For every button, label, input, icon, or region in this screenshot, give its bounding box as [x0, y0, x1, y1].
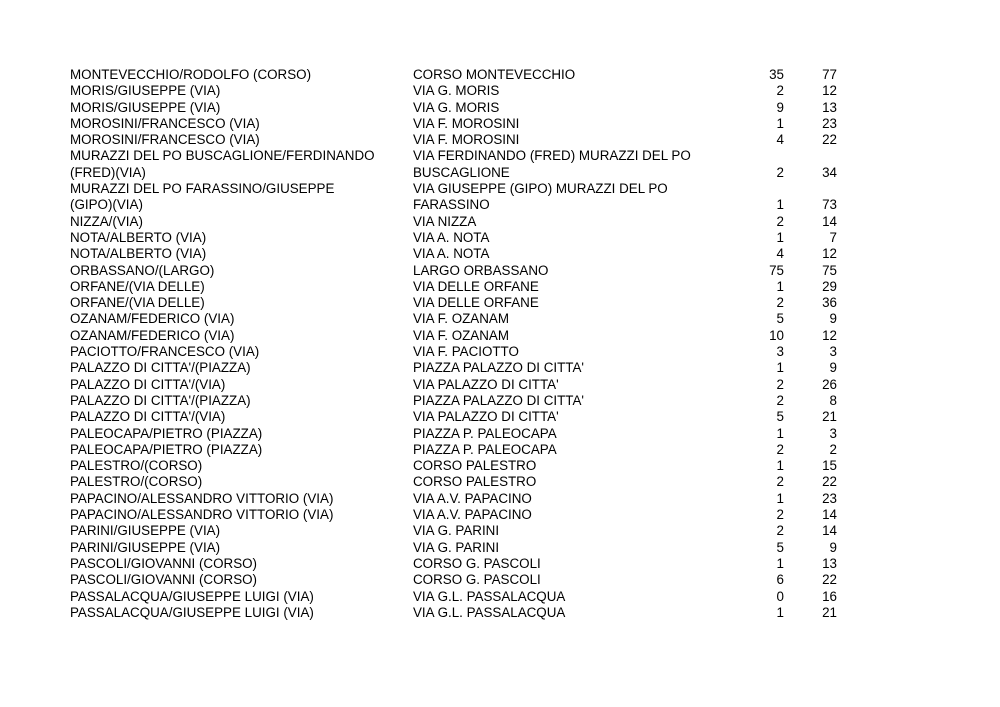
number-from-cell: 5 [776, 409, 784, 425]
table-row [70, 393, 837, 409]
table-row [70, 246, 837, 262]
number-to-cell: 14 [822, 213, 837, 229]
number-to-cell: 77 [822, 67, 837, 82]
number-from-cell: 2 [776, 376, 784, 392]
number-from-cell: 4 [776, 246, 784, 262]
street-name-cell: CORSO MONTEVECCHIO [413, 67, 576, 82]
number-from-cell: 1 [776, 115, 784, 131]
number-from-cell: 1 [776, 555, 784, 571]
table-row [70, 148, 837, 164]
number-to-cell: 22 [822, 474, 837, 490]
street-name-cell: VIA G.L. PASSALACQUA [413, 604, 566, 620]
official-name-cell: MORIS/GIUSEPPE (VIA) [70, 99, 221, 115]
table-row [70, 589, 837, 605]
number-from-cell: 1 [776, 604, 784, 620]
official-name-cell: MORIS/GIUSEPPE (VIA) [70, 83, 221, 99]
street-number-table [70, 67, 837, 621]
official-name-cell: PAPACINO/ALESSANDRO VITTORIO (VIA) [70, 490, 334, 506]
street-name-cell: VIA F. PACIOTTO [413, 344, 519, 360]
street-name-cell: CORSO PALESTRO [413, 474, 537, 490]
official-name-cell: (FRED)(VIA) [70, 164, 146, 180]
table-row [70, 116, 837, 132]
table-row [70, 540, 837, 556]
table-row [70, 83, 837, 99]
official-name-cell: MURAZZI DEL PO FARASSINO/GIUSEPPE [70, 181, 335, 197]
table-body [70, 67, 837, 621]
number-from-cell: 1 [776, 360, 784, 376]
number-from-cell: 35 [769, 67, 784, 82]
number-from-cell: 1 [776, 197, 784, 213]
official-name-cell: NIZZA/(VIA) [70, 213, 143, 229]
street-name-cell: VIA G.L. PASSALACQUA [413, 588, 566, 604]
table-row [70, 67, 837, 83]
number-to-cell: 14 [822, 523, 837, 539]
number-from-cell: 2 [776, 392, 784, 408]
official-name-cell: ORBASSANO/(LARGO) [70, 262, 215, 278]
table-row [70, 230, 837, 246]
street-name-cell: VIA NIZZA [413, 213, 477, 229]
table-row [70, 523, 837, 539]
street-name-cell: VIA F. OZANAM [413, 327, 509, 343]
official-name-cell: PALAZZO DI CITTA'/(VIA) [70, 409, 226, 425]
table-row [70, 165, 837, 181]
number-to-cell: 9 [829, 360, 837, 376]
number-to-cell: 36 [822, 295, 837, 311]
number-to-cell: 12 [822, 246, 837, 262]
official-name-cell: PALESTRO/(CORSO) [70, 474, 203, 490]
street-name-cell: VIA PALAZZO DI CITTA' [413, 376, 559, 392]
table-row [70, 132, 837, 148]
number-from-cell: 3 [776, 344, 784, 360]
number-to-cell: 8 [829, 392, 837, 408]
official-name-cell: MONTEVECCHIO/RODOLFO (CORSO) [70, 67, 312, 82]
table-row [70, 311, 837, 327]
number-from-cell: 2 [776, 83, 784, 99]
street-name-cell: VIA FERDINANDO (FRED) MURAZZI DEL PO [413, 148, 691, 164]
number-to-cell: 73 [822, 197, 837, 213]
number-to-cell: 15 [822, 458, 837, 474]
official-name-cell: MOROSINI/FRANCESCO (VIA) [70, 115, 260, 131]
number-to-cell: 22 [822, 572, 837, 588]
street-name-cell: CORSO G. PASCOLI [413, 572, 541, 588]
official-name-cell: PARINI/GIUSEPPE (VIA) [70, 539, 221, 555]
table-row [70, 100, 837, 116]
number-from-cell: 9 [776, 99, 784, 115]
number-to-cell: 13 [822, 555, 837, 571]
official-name-cell: PALAZZO DI CITTA'/(PIAZZA) [70, 360, 251, 376]
street-name-cell: VIA A. NOTA [413, 229, 490, 245]
number-from-cell: 1 [776, 425, 784, 441]
number-to-cell: 3 [829, 344, 837, 360]
street-name-cell: PIAZZA P. PALEOCAPA [413, 425, 557, 441]
number-from-cell: 1 [776, 278, 784, 294]
official-name-cell: PALAZZO DI CITTA'/(PIAZZA) [70, 392, 251, 408]
number-to-cell [784, 148, 837, 164]
official-name-cell: MOROSINI/FRANCESCO (VIA) [70, 132, 260, 148]
number-to-cell: 12 [822, 83, 837, 99]
table-row [70, 181, 837, 197]
table-row [70, 328, 837, 344]
street-name-cell: PIAZZA P. PALEOCAPA [413, 441, 557, 457]
table-row [70, 344, 837, 360]
table-row [70, 409, 837, 425]
number-to-cell: 21 [822, 409, 837, 425]
street-name-cell: VIA PALAZZO DI CITTA' [413, 409, 559, 425]
table-row [70, 426, 837, 442]
official-name-cell: PASCOLI/GIOVANNI (CORSO) [70, 572, 257, 588]
table-row [70, 279, 837, 295]
number-from-cell: 5 [776, 539, 784, 555]
number-from-cell [733, 148, 784, 164]
official-name-cell: MURAZZI DEL PO BUSCAGLIONE/FERDINANDO [70, 148, 375, 164]
official-name-cell: PASSALACQUA/GIUSEPPE LUIGI (VIA) [70, 604, 314, 620]
street-name-cell: PIAZZA PALAZZO DI CITTA' [413, 360, 584, 376]
number-to-cell: 16 [822, 588, 837, 604]
street-name-cell: CORSO PALESTRO [413, 458, 537, 474]
table-row [70, 605, 837, 621]
number-from-cell [733, 181, 784, 197]
official-name-cell: ORFANE/(VIA DELLE) [70, 295, 205, 311]
street-name-cell: VIA G. MORIS [413, 99, 500, 115]
street-name-cell: PIAZZA PALAZZO DI CITTA' [413, 392, 584, 408]
number-from-cell: 5 [776, 311, 784, 327]
street-name-cell: VIA G. PARINI [413, 523, 500, 539]
street-name-cell: VIA A.V. PAPACINO [413, 507, 532, 523]
official-name-cell: ORFANE/(VIA DELLE) [70, 278, 205, 294]
street-name-cell: VIA F. OZANAM [413, 311, 509, 327]
table-row [70, 442, 837, 458]
official-name-cell: PALAZZO DI CITTA'/(VIA) [70, 376, 226, 392]
number-to-cell: 29 [822, 278, 837, 294]
official-name-cell: PASSALACQUA/GIUSEPPE LUIGI (VIA) [70, 588, 314, 604]
table-row [70, 458, 837, 474]
number-from-cell: 6 [776, 572, 784, 588]
street-name-cell: VIA F. MOROSINI [413, 115, 520, 131]
number-from-cell: 2 [776, 213, 784, 229]
official-name-cell: PASCOLI/GIOVANNI (CORSO) [70, 555, 257, 571]
official-name-cell: PALEOCAPA/PIETRO (PIAZZA) [70, 441, 263, 457]
table-row [70, 197, 837, 213]
table-row [70, 263, 837, 279]
table-row [70, 491, 837, 507]
street-name-cell: VIA A.V. PAPACINO [413, 490, 532, 506]
table-row [70, 360, 837, 376]
number-to-cell: 13 [822, 99, 837, 115]
street-name-cell: CORSO G. PASCOLI [413, 555, 541, 571]
number-to-cell: 22 [822, 132, 837, 148]
table-row [70, 507, 837, 523]
number-from-cell: 0 [776, 588, 784, 604]
number-to-cell: 75 [822, 262, 837, 278]
number-from-cell: 1 [776, 458, 784, 474]
official-name-cell: PALESTRO/(CORSO) [70, 458, 203, 474]
street-name-cell: VIA DELLE ORFANE [413, 278, 539, 294]
number-from-cell: 2 [776, 507, 784, 523]
table-row [70, 572, 837, 588]
table-row [70, 556, 837, 572]
number-from-cell: 1 [776, 229, 784, 245]
number-from-cell: 2 [776, 164, 784, 180]
table-row [70, 214, 837, 230]
number-from-cell: 2 [776, 441, 784, 457]
official-name-cell: (GIPO)(VIA) [70, 197, 143, 213]
official-name-cell: NOTA/ALBERTO (VIA) [70, 229, 207, 245]
street-name-cell: VIA A. NOTA [413, 246, 490, 262]
number-to-cell: 3 [829, 425, 837, 441]
table-row [70, 474, 837, 490]
official-name-cell: PACIOTTO/FRANCESCO (VIA) [70, 344, 260, 360]
number-from-cell: 4 [776, 132, 784, 148]
street-name-cell: VIA G. MORIS [413, 83, 500, 99]
number-to-cell: 23 [822, 490, 837, 506]
number-from-cell: 75 [769, 262, 784, 278]
number-to-cell: 14 [822, 507, 837, 523]
street-name-cell: VIA GIUSEPPE (GIPO) MURAZZI DEL PO [413, 181, 668, 197]
number-to-cell [784, 181, 837, 197]
number-from-cell: 10 [769, 327, 784, 343]
number-to-cell: 34 [822, 164, 837, 180]
number-to-cell: 21 [822, 604, 837, 620]
street-name-cell: FARASSINO [413, 197, 490, 213]
official-name-cell: PAPACINO/ALESSANDRO VITTORIO (VIA) [70, 507, 334, 523]
number-from-cell: 2 [776, 295, 784, 311]
street-name-cell: BUSCAGLIONE [413, 164, 510, 180]
number-to-cell: 12 [822, 327, 837, 343]
street-name-cell: LARGO ORBASSANO [413, 262, 549, 278]
street-name-cell: VIA G. PARINI [413, 539, 500, 555]
number-from-cell: 1 [776, 490, 784, 506]
table-row [70, 377, 837, 393]
table-row [70, 295, 837, 311]
official-name-cell: OZANAM/FEDERICO (VIA) [70, 311, 235, 327]
number-to-cell: 9 [829, 539, 837, 555]
number-to-cell: 23 [822, 115, 837, 131]
number-from-cell: 2 [776, 523, 784, 539]
number-to-cell: 2 [829, 441, 837, 457]
official-name-cell: OZANAM/FEDERICO (VIA) [70, 327, 235, 343]
official-name-cell: PARINI/GIUSEPPE (VIA) [70, 523, 221, 539]
street-name-cell: VIA DELLE ORFANE [413, 295, 539, 311]
number-to-cell: 7 [829, 229, 837, 245]
number-from-cell: 2 [776, 474, 784, 490]
official-name-cell: PALEOCAPA/PIETRO (PIAZZA) [70, 425, 263, 441]
street-name-cell: VIA F. MOROSINI [413, 132, 520, 148]
official-name-cell: NOTA/ALBERTO (VIA) [70, 246, 207, 262]
number-to-cell: 9 [829, 311, 837, 327]
number-to-cell: 26 [822, 376, 837, 392]
